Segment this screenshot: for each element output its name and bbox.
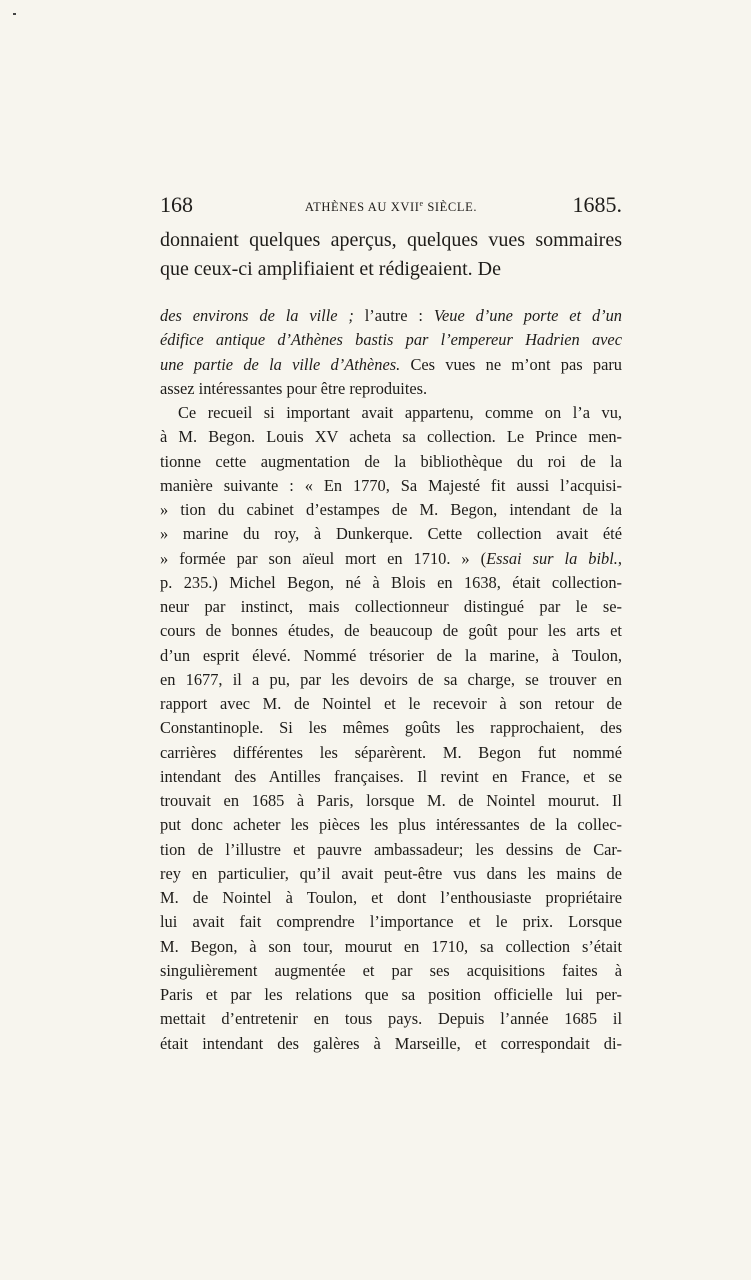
note-text: Constantinople. Si les mêmes goûts les rapprochaient, des [160, 718, 622, 738]
note-line [160, 401, 622, 425]
note-line [160, 498, 622, 522]
note-text: M. Begon, à son tour, mourut en 1710, sa collection s’était [160, 936, 622, 956]
footnote [160, 304, 622, 1056]
note-text: singulièrement augmentée et par ses acquisitions faites à [160, 960, 622, 980]
note-text: assez intéressantes pour être reproduites. [160, 378, 428, 398]
note-text: Ces vues ne m’ont pas paru [400, 354, 622, 374]
note-text: des environs de la ville ; [160, 306, 354, 325]
note-text: en 1677, il a pu, par les devoirs de sa charge, se trouver en [160, 669, 622, 689]
note-line [160, 619, 622, 643]
note-text: carrières différentes les séparèrent. M. Begon fut nommé [160, 742, 622, 762]
note-text: M. de Nointel à Toulon, et dont l’enthousiaste propriétaire [160, 888, 622, 907]
note-text: trouvait en 1685 à Paris, lorsque M. de Nointel mourut. Il [160, 791, 622, 810]
ink-speck [13, 13, 16, 15]
running-year: 1685. [572, 192, 622, 217]
note-text: » tion du cabinet d’estampes de M. Begon, intendant de la [160, 500, 622, 519]
note-text: lui avait fait comprendre l’importance et le prix. Lorsque [160, 912, 622, 932]
page-number: 168 [160, 192, 193, 217]
note-text: d’un esprit élevé. Nommé trésorier de la marine, à Toulon, [160, 645, 622, 665]
note-line [160, 547, 622, 571]
note-text: édifice antique d’Athènes bastis par l’empereur Hadrien avec [160, 330, 622, 350]
note-line [160, 935, 622, 959]
note-text: Paris et par les relations que sa position officielle lui per- [160, 985, 622, 1004]
note-text: mettait d’entretenir en tous pays. Depuis l’année 1685 il [160, 1009, 622, 1029]
note-text: une partie de la ville d’Athènes. [160, 354, 401, 374]
note-line [160, 1007, 622, 1031]
running-head [160, 190, 622, 220]
note-line [160, 959, 622, 983]
note-text: cours de bonnes études, de beaucoup de goût pour les arts et [160, 621, 622, 641]
note-line [160, 692, 622, 716]
note-text: manière suivante : « En 1770, Sa Majesté fit aussi l’acquisi- [160, 475, 622, 495]
note-line [160, 425, 622, 449]
note-text: neur par instinct, mais collectionneur distingué par le se- [160, 597, 622, 616]
note-text: tion de l’illustre et pauvre ambassadeur; les dessins de Car- [160, 839, 622, 859]
note-text: était intendant des galères à Marseille, et correspondait di- [160, 1033, 622, 1053]
note-line [160, 716, 622, 740]
note-line [160, 838, 622, 862]
note-line [160, 741, 622, 765]
note-line [160, 910, 622, 934]
note-text: l’autre : [353, 306, 434, 325]
running-title: ATHÈNES AU XVIIe SIÈCLE. [304, 199, 478, 215]
note-line [160, 522, 622, 546]
note-text: intendant des Antilles françaises. Il revint en France, et se [160, 766, 622, 786]
note-line [160, 789, 622, 813]
note-line [160, 304, 622, 328]
note-text: tionne cette augmentation de la bibliothèque du roi de la [160, 451, 622, 471]
note-line [160, 765, 622, 789]
note-text: » formée par son aïeul mort en 1710. » ( [160, 548, 487, 568]
note-line [160, 450, 622, 474]
note-line [160, 328, 622, 352]
note-line [160, 377, 622, 401]
note-text: rapport avec M. de Nointel et le recevoir à son retour de [160, 694, 622, 713]
note-line [160, 862, 622, 886]
note-text: » marine du roy, à Dunkerque. Cette collection avait été [160, 524, 622, 544]
note-text: à M. Begon. Louis XV acheta sa collection. Le Prince men- [160, 427, 622, 447]
note-line [160, 644, 622, 668]
note-text: put donc acheter les pièces les plus intéressantes de la collec- [160, 815, 622, 835]
note-text: , [617, 548, 622, 568]
note-line [160, 668, 622, 692]
note-line [160, 571, 622, 595]
note-text: Essai sur la bibl. [486, 548, 618, 568]
note-line [160, 353, 622, 377]
note-line [160, 983, 622, 1007]
note-text: p. 235.) Michel Begon, né à Blois en 1638, était collection- [160, 572, 622, 592]
note-line [160, 886, 622, 910]
note-line [160, 595, 622, 619]
note-text: Ce recueil si important avait appartenu, comme on l’a vu, [178, 403, 622, 422]
note-line [160, 474, 622, 498]
main-text: donnaient quelques aperçus, quelques vues sommaires que ceux-ci amplifiaient et rédigeaient. De [160, 229, 622, 280]
note-text: Veue d’une porte et d’un [433, 306, 622, 325]
note-text: rey en particulier, qu’il avait peut-être vus dans les mains de [160, 863, 622, 883]
note-line [160, 813, 622, 837]
note-line [160, 1032, 622, 1056]
